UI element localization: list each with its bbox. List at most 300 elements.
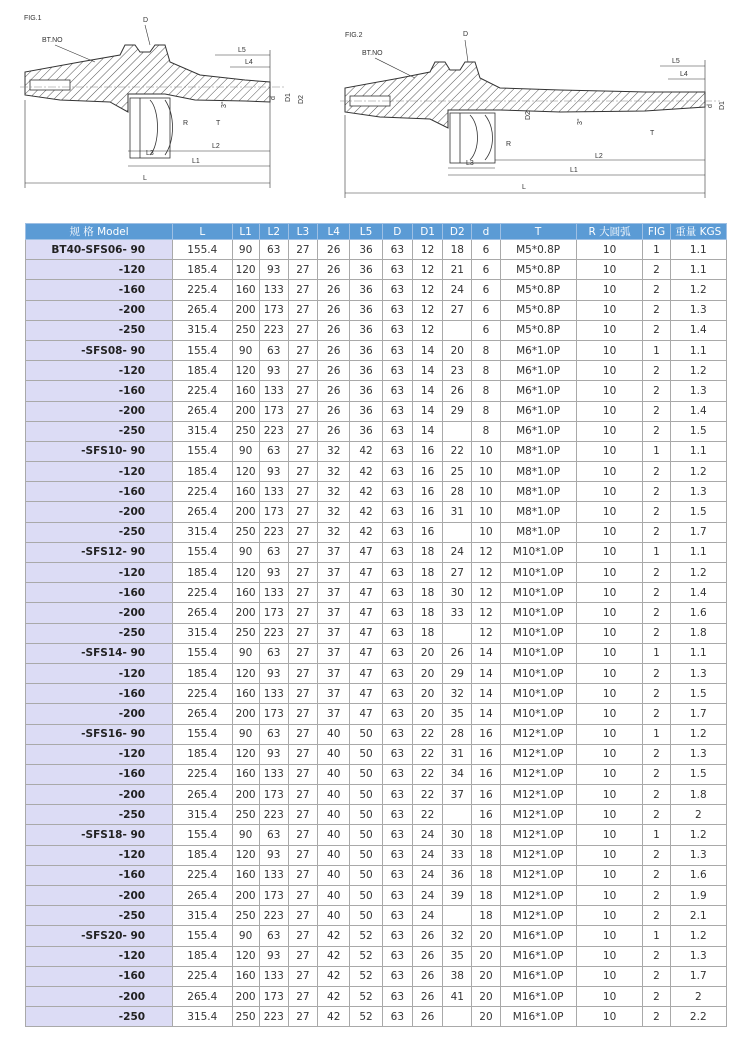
table-cell: M8*1.0P: [500, 462, 576, 482]
model-cell: -SFS08- 90: [26, 340, 173, 360]
column-header: L5: [350, 224, 382, 240]
column-header: 规 格 Model: [26, 224, 173, 240]
table-cell: 2: [643, 886, 670, 906]
table-cell: 27: [288, 966, 317, 986]
fig2-label-d: d: [707, 104, 714, 108]
table-cell: 93: [259, 946, 288, 966]
table-cell: 2: [643, 462, 670, 482]
table-cell: 42: [350, 502, 382, 522]
table-cell: M8*1.0P: [500, 441, 576, 461]
table-cell: 26: [412, 926, 442, 946]
table-cell: 39: [443, 886, 472, 906]
table-cell: 1.3: [670, 946, 726, 966]
table-cell: 47: [350, 603, 382, 623]
table-cell: 155.4: [173, 724, 232, 744]
table-cell: [443, 320, 472, 340]
table-cell: 10: [576, 744, 643, 764]
table-cell: 8: [472, 361, 500, 381]
table-cell: 26: [318, 240, 350, 260]
table-cell: M6*1.0P: [500, 401, 576, 421]
table-cell: 10: [576, 603, 643, 623]
table-row: [26, 744, 727, 764]
table-row: [26, 623, 727, 643]
table-cell: 315.4: [173, 421, 232, 441]
model-cell: -160: [26, 865, 173, 885]
model-cell: -200: [26, 785, 173, 805]
fig2-label-D1: D1: [719, 101, 726, 110]
column-header: L3: [288, 224, 317, 240]
figure-2: [340, 31, 726, 198]
table-cell: 1.3: [670, 845, 726, 865]
table-cell: 185.4: [173, 361, 232, 381]
table-cell: 223: [259, 623, 288, 643]
table-cell: 63: [382, 825, 412, 845]
table-cell: 42: [318, 966, 350, 986]
table-cell: 41: [443, 986, 472, 1006]
table-cell: 32: [318, 522, 350, 542]
table-cell: 2: [670, 805, 726, 825]
table-cell: 12: [412, 240, 442, 260]
table-cell: 1.2: [670, 825, 726, 845]
table-cell: 8: [472, 381, 500, 401]
table-cell: 27: [288, 482, 317, 502]
table-cell: 42: [350, 441, 382, 461]
model-cell: -SFS14- 90: [26, 643, 173, 663]
table-cell: 26: [318, 381, 350, 401]
table-cell: 50: [350, 764, 382, 784]
table-cell: 36: [350, 340, 382, 360]
table-cell: 265.4: [173, 401, 232, 421]
table-cell: 1.4: [670, 583, 726, 603]
table-cell: 36: [350, 421, 382, 441]
table-cell: 10: [576, 482, 643, 502]
table-cell: 93: [259, 260, 288, 280]
table-cell: 1.5: [670, 421, 726, 441]
table-cell: M10*1.0P: [500, 603, 576, 623]
model-cell: -120: [26, 260, 173, 280]
table-cell: 10: [576, 663, 643, 683]
table-cell: 63: [382, 482, 412, 502]
table-cell: 10: [576, 966, 643, 986]
fig1-label-D: D: [143, 17, 149, 24]
table-cell: 22: [412, 724, 442, 744]
table-cell: 90: [232, 825, 259, 845]
table-cell: [443, 805, 472, 825]
table-row: [26, 805, 727, 825]
table-cell: 14: [412, 361, 442, 381]
table-cell: 63: [382, 1007, 412, 1027]
table-cell: 10: [576, 563, 643, 583]
table-cell: 155.4: [173, 340, 232, 360]
table-cell: 1.1: [670, 643, 726, 663]
table-cell: 18: [412, 623, 442, 643]
table-cell: 31: [443, 502, 472, 522]
table-cell: 10: [576, 421, 643, 441]
table-cell: 120: [232, 361, 259, 381]
table-cell: 2: [643, 704, 670, 724]
model-cell: -160: [26, 583, 173, 603]
table-cell: 42: [350, 522, 382, 542]
table-cell: 63: [382, 522, 412, 542]
table-cell: 27: [443, 300, 472, 320]
table-cell: 1.1: [670, 542, 726, 562]
column-header: D: [382, 224, 412, 240]
table-cell: 63: [382, 361, 412, 381]
table-cell: 27: [288, 603, 317, 623]
table-cell: 1: [643, 542, 670, 562]
table-cell: 14: [472, 643, 500, 663]
table-row: [26, 421, 727, 441]
table-cell: 26: [412, 1007, 442, 1027]
table-row: [26, 865, 727, 885]
table-cell: M12*1.0P: [500, 886, 576, 906]
table-cell: 2: [643, 300, 670, 320]
table-cell: 14: [412, 421, 442, 441]
table-cell: 27: [288, 643, 317, 663]
table-cell: 1.5: [670, 502, 726, 522]
table-cell: 40: [318, 825, 350, 845]
table-cell: 10: [576, 785, 643, 805]
table-cell: 27: [288, 684, 317, 704]
table-cell: 27: [288, 663, 317, 683]
model-cell: -120: [26, 361, 173, 381]
table-cell: 1.3: [670, 381, 726, 401]
table-cell: 133: [259, 966, 288, 986]
table-cell: 26: [318, 300, 350, 320]
table-cell: 20: [472, 1007, 500, 1027]
table-cell: [443, 623, 472, 643]
table-cell: 223: [259, 805, 288, 825]
table-cell: 16: [472, 785, 500, 805]
table-cell: 26: [443, 643, 472, 663]
table-cell: 200: [232, 401, 259, 421]
table-cell: 40: [318, 764, 350, 784]
fig2-label-R: R: [506, 141, 512, 148]
model-cell: -SFS10- 90: [26, 441, 173, 461]
column-header: d: [472, 224, 500, 240]
table-cell: 155.4: [173, 825, 232, 845]
fig1-label-L2: L2: [212, 143, 220, 150]
table-cell: 315.4: [173, 522, 232, 542]
table-cell: 155.4: [173, 542, 232, 562]
table-cell: 27: [288, 623, 317, 643]
model-cell: -250: [26, 421, 173, 441]
table-cell: 173: [259, 986, 288, 1006]
table-cell: 93: [259, 845, 288, 865]
table-cell: 28: [443, 724, 472, 744]
table-cell: 14: [472, 663, 500, 683]
table-row: [26, 240, 727, 260]
table-cell: 63: [382, 441, 412, 461]
table-cell: 315.4: [173, 805, 232, 825]
table-cell: 36: [350, 401, 382, 421]
table-cell: 2: [643, 906, 670, 926]
table-cell: 26: [412, 946, 442, 966]
table-cell: 90: [232, 724, 259, 744]
table-cell: 16: [472, 764, 500, 784]
table-cell: 2: [643, 320, 670, 340]
table-cell: 32: [318, 462, 350, 482]
table-cell: M6*1.0P: [500, 381, 576, 401]
table-cell: 63: [382, 946, 412, 966]
table-cell: 42: [350, 482, 382, 502]
table-cell: M5*0.8P: [500, 280, 576, 300]
table-cell: 2: [643, 583, 670, 603]
table-cell: 63: [382, 462, 412, 482]
table-cell: M10*1.0P: [500, 623, 576, 643]
fig2-title: FIG.2: [345, 32, 363, 39]
table-cell: 1.3: [670, 300, 726, 320]
table-cell: 265.4: [173, 704, 232, 724]
fig2-label-L2: L2: [595, 153, 603, 160]
table-cell: 225.4: [173, 865, 232, 885]
table-cell: 32: [318, 482, 350, 502]
model-cell: -120: [26, 744, 173, 764]
table-cell: 16: [412, 441, 442, 461]
table-cell: 2: [643, 764, 670, 784]
table-cell: M10*1.0P: [500, 684, 576, 704]
fig2-label-D2: D2: [525, 111, 532, 120]
table-cell: M10*1.0P: [500, 542, 576, 562]
table-cell: 155.4: [173, 643, 232, 663]
table-cell: 63: [382, 240, 412, 260]
table-cell: 1: [643, 240, 670, 260]
table-cell: 250: [232, 623, 259, 643]
table-cell: M10*1.0P: [500, 704, 576, 724]
table-cell: 1: [643, 926, 670, 946]
table-row: [26, 785, 727, 805]
table-cell: 10: [472, 522, 500, 542]
table-cell: 63: [382, 502, 412, 522]
table-cell: 1.6: [670, 865, 726, 885]
table-cell: 24: [412, 845, 442, 865]
table-cell: 27: [288, 563, 317, 583]
table-cell: 1.1: [670, 260, 726, 280]
table-cell: 10: [576, 986, 643, 1006]
table-cell: 14: [412, 401, 442, 421]
table-cell: 2: [643, 421, 670, 441]
table-cell: 1: [643, 643, 670, 663]
table-cell: 16: [472, 744, 500, 764]
model-cell: -250: [26, 1007, 173, 1027]
column-header: T: [500, 224, 576, 240]
table-row: [26, 401, 727, 421]
table-cell: 47: [350, 704, 382, 724]
table-cell: 2: [643, 280, 670, 300]
table-cell: 160: [232, 764, 259, 784]
table-cell: 1.1: [670, 240, 726, 260]
table-cell: 37: [318, 684, 350, 704]
table-cell: 27: [288, 946, 317, 966]
table-cell: 6: [472, 260, 500, 280]
table-cell: 10: [576, 704, 643, 724]
table-cell: 42: [318, 1007, 350, 1027]
table-cell: 225.4: [173, 280, 232, 300]
table-cell: 26: [318, 361, 350, 381]
model-cell: -160: [26, 966, 173, 986]
table-row: [26, 724, 727, 744]
table-cell: 155.4: [173, 441, 232, 461]
table-cell: 1.5: [670, 684, 726, 704]
table-cell: 173: [259, 886, 288, 906]
model-cell: -250: [26, 906, 173, 926]
table-cell: 63: [382, 623, 412, 643]
fig1-label-L5: L5: [238, 47, 246, 54]
table-cell: M12*1.0P: [500, 764, 576, 784]
table-cell: 120: [232, 563, 259, 583]
table-cell: 47: [350, 563, 382, 583]
table-cell: 52: [350, 926, 382, 946]
table-cell: 93: [259, 361, 288, 381]
table-cell: [443, 906, 472, 926]
table-cell: 27: [288, 704, 317, 724]
table-cell: 1: [643, 825, 670, 845]
table-cell: 2: [643, 603, 670, 623]
table-cell: 2: [670, 986, 726, 1006]
column-header: L2: [259, 224, 288, 240]
table-cell: 120: [232, 946, 259, 966]
table-cell: 27: [288, 280, 317, 300]
table-cell: 14: [472, 704, 500, 724]
table-cell: 37: [443, 785, 472, 805]
table-cell: 185.4: [173, 946, 232, 966]
table-cell: 173: [259, 401, 288, 421]
table-cell: 10: [576, 280, 643, 300]
table-cell: 40: [318, 724, 350, 744]
table-cell: 93: [259, 744, 288, 764]
model-cell: -SFS20- 90: [26, 926, 173, 946]
table-cell: 18: [443, 240, 472, 260]
table-cell: 26: [318, 401, 350, 421]
table-cell: 133: [259, 280, 288, 300]
table-cell: 160: [232, 381, 259, 401]
model-cell: -160: [26, 764, 173, 784]
table-cell: 37: [318, 643, 350, 663]
table-body: [26, 240, 727, 1027]
table-cell: 1.4: [670, 320, 726, 340]
table-cell: 173: [259, 785, 288, 805]
table-cell: 1.5: [670, 764, 726, 784]
table-cell: 173: [259, 704, 288, 724]
table-row: [26, 502, 727, 522]
table-cell: 42: [318, 986, 350, 1006]
table-cell: 20: [412, 663, 442, 683]
table-cell: 27: [288, 583, 317, 603]
table-row: [26, 482, 727, 502]
table-cell: 1.7: [670, 704, 726, 724]
table-row: [26, 583, 727, 603]
table-cell: 12: [472, 542, 500, 562]
table-cell: 31: [443, 744, 472, 764]
table-cell: 223: [259, 1007, 288, 1027]
table-cell: 223: [259, 906, 288, 926]
table-row: [26, 542, 727, 562]
table-cell: 90: [232, 441, 259, 461]
table-row: [26, 684, 727, 704]
table-cell: 36: [350, 320, 382, 340]
fig2-label-D: D: [463, 31, 469, 38]
table-cell: 27: [288, 785, 317, 805]
table-row: [26, 260, 727, 280]
table-cell: 63: [382, 401, 412, 421]
fig1-label-L: L: [143, 175, 147, 182]
table-cell: 6: [472, 280, 500, 300]
table-cell: 40: [318, 744, 350, 764]
table-cell: 28: [443, 482, 472, 502]
table-cell: 1.9: [670, 886, 726, 906]
table-cell: 37: [318, 704, 350, 724]
table-cell: 250: [232, 522, 259, 542]
table-cell: 2: [643, 381, 670, 401]
table-cell: 47: [350, 583, 382, 603]
table-cell: 225.4: [173, 764, 232, 784]
table-cell: 133: [259, 381, 288, 401]
table-cell: 63: [259, 643, 288, 663]
fig1-label-L3: L3: [146, 150, 154, 157]
table-cell: 315.4: [173, 1007, 232, 1027]
table-cell: 63: [382, 785, 412, 805]
spec-table: [25, 223, 727, 1027]
table-cell: 10: [576, 906, 643, 926]
table-cell: M6*1.0P: [500, 421, 576, 441]
table-cell: 1.8: [670, 785, 726, 805]
table-cell: 223: [259, 320, 288, 340]
table-cell: M12*1.0P: [500, 825, 576, 845]
table-cell: 16: [412, 502, 442, 522]
table-cell: 38: [443, 966, 472, 986]
fig2-label-T: T: [650, 130, 655, 137]
table-cell: 52: [350, 946, 382, 966]
table-cell: 20: [443, 340, 472, 360]
table-cell: 120: [232, 462, 259, 482]
table-cell: 1.2: [670, 361, 726, 381]
technical-drawings: [0, 0, 750, 215]
table-cell: 27: [288, 361, 317, 381]
table-cell: M16*1.0P: [500, 986, 576, 1006]
table-cell: 27: [288, 724, 317, 744]
table-row: [26, 603, 727, 623]
table-cell: 63: [382, 320, 412, 340]
table-cell: 160: [232, 280, 259, 300]
table-cell: 10: [576, 340, 643, 360]
column-header: L: [173, 224, 232, 240]
table-cell: M5*0.8P: [500, 320, 576, 340]
table-cell: 37: [318, 663, 350, 683]
table-cell: 160: [232, 865, 259, 885]
table-cell: 40: [318, 886, 350, 906]
table-cell: 12: [412, 320, 442, 340]
table-cell: 27: [288, 744, 317, 764]
table-cell: 10: [576, 260, 643, 280]
table-cell: 27: [288, 865, 317, 885]
column-header: FIG: [643, 224, 670, 240]
table-cell: 16: [412, 482, 442, 502]
table-cell: 2.2: [670, 1007, 726, 1027]
table-cell: M8*1.0P: [500, 502, 576, 522]
table-row: [26, 300, 727, 320]
table-cell: 63: [259, 340, 288, 360]
table-cell: 63: [382, 542, 412, 562]
table-cell: 20: [472, 946, 500, 966]
table-cell: 24: [443, 280, 472, 300]
table-cell: 30: [443, 825, 472, 845]
table-cell: 27: [288, 845, 317, 865]
model-cell: -200: [26, 704, 173, 724]
table-cell: 18: [412, 563, 442, 583]
table-cell: 63: [382, 886, 412, 906]
table-row: [26, 1007, 727, 1027]
table-cell: 63: [259, 542, 288, 562]
